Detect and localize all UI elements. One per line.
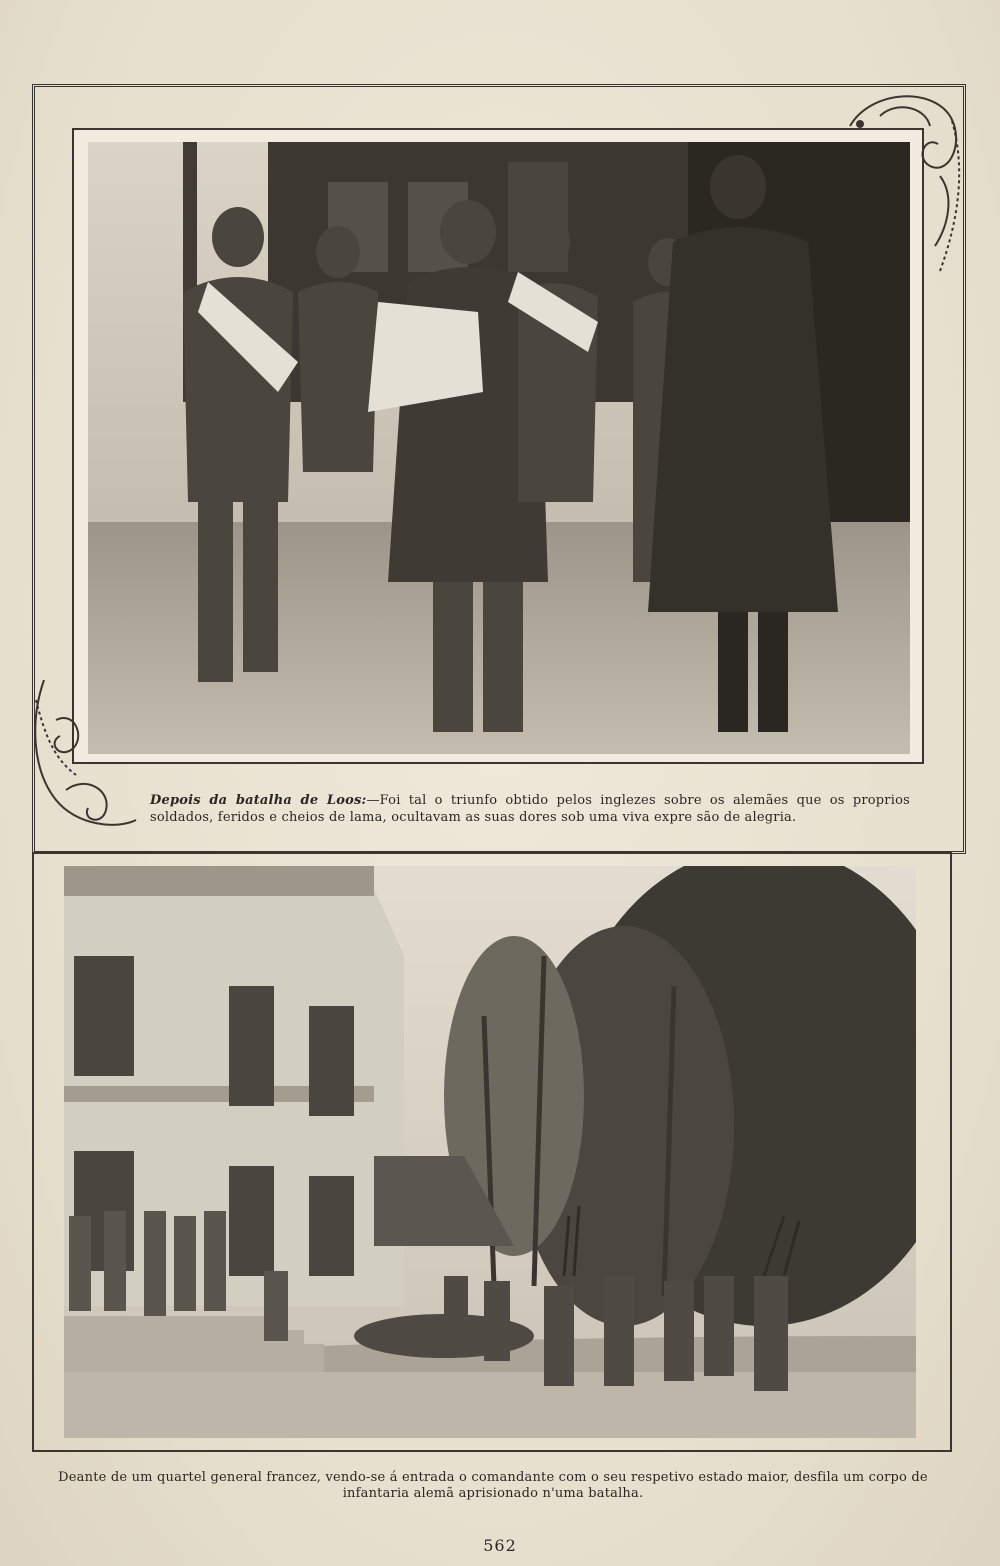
photo-headquarters-prisoners: [64, 866, 916, 1438]
page-number: 562: [483, 1536, 517, 1555]
caption-lead: Depois da batalha de Loos:: [150, 793, 367, 808]
top-photo-caption: [150, 792, 910, 826]
bottom-photo-caption: Deante de um quartel general francez, vendo-se á entrada o comandante com o seu respetivo estado maior, desfila um corpo de infantaria alemã aprisionado n'uma batalha.: [58, 1470, 928, 1501]
photo-soldiers-after-battle: [88, 142, 910, 754]
caption-body: —Foi tal o triunfo obtido pelos inglezes sobre os alemães que os proprios soldados, feridos e cheios de lama, ocultavam as suas dores sob uma viva expre são de alegria.: [150, 793, 910, 825]
